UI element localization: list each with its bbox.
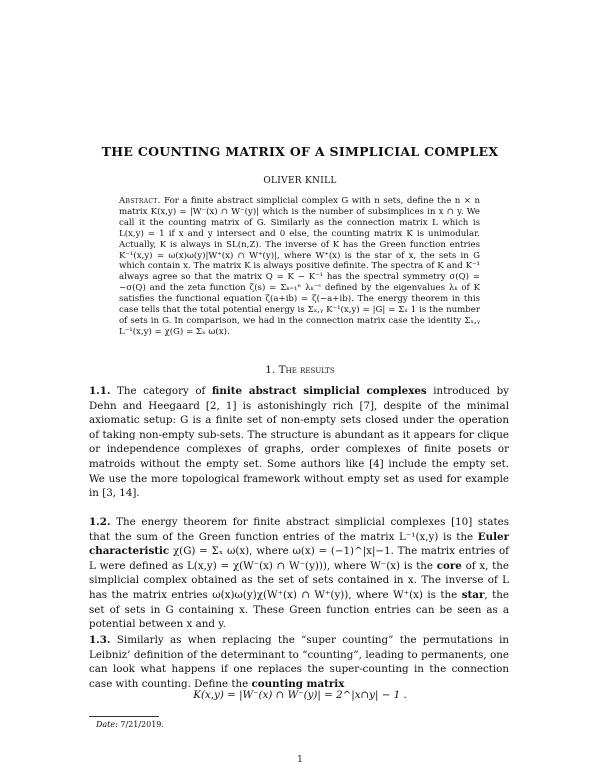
paper-title: THE COUNTING MATRIX OF A SIMPLICIAL COMPLEX: [101, 144, 499, 159]
page-number: 1: [297, 755, 303, 765]
section-number: 1.: [265, 364, 276, 376]
paragraph-1-2: [89, 515, 509, 632]
footnote-label: Date: [96, 720, 116, 729]
emphasis-term: Euler characteristic: [89, 530, 509, 558]
abstract: [119, 196, 480, 338]
paragraph-text: of x, the simplicial complex obtained as the set of sets contained in x. The inverse of L has the matrix entries ω(x)ω(y)χ(W⁺(x) ∩ W⁺(y)), where W⁺(x) is the: [89, 559, 509, 601]
emphasis-term: finite abstract simplicial complexes: [211, 385, 427, 397]
footnote-value: : 7/21/2019.: [115, 720, 164, 729]
display-formula: K(x,y) = |W⁻(x) ∩ W⁻(y)| = 2^|x∩y| − 1 .: [193, 689, 407, 701]
paragraph-text: The energy theorem for finite abstract simplicial complexes [10] states that the sum of the Green function entries of the matrix L⁻¹(x,y) is the: [89, 516, 509, 543]
emphasis-term: star: [461, 588, 485, 601]
paragraph-number: 1.3.: [89, 634, 111, 646]
section-title: The results: [278, 364, 335, 376]
emphasis-term: core: [436, 559, 462, 572]
abstract-text: For a finite abstract simplicial complex G with n sets, define the n × n matrix K(x,y) = |W⁻(x) ∩ W⁻(y)| which is the number of subsimplices in x ∩ y. We call it the counting matrix of G. Similarly as the connection matrix L which is L(x,y) = 1 if x and y intersect and 0 else, the counting matrix K is unimodular. Actually, K is always in SL(n,Z). The inverse of K has the Green function entries K⁻¹(x,y) = ω(x)ω(y)|W⁺(x) ∩ W⁺(y)|, where W⁺(x) is the star of x, the sets in G which contain x. The matrix K is always positive definite. The spectra of K and K⁻¹ always agree so that the matrix Q = K − K⁻¹ has the spectral symmetry σ(Q) = −σ(Q) and the zeta function ζ(s) = Σₖ₌₁ⁿ λₖ⁻ˢ defined by the eigenvalues λₖ of K satisfies the functional equation ζ(a+ib) = ζ(−a+ib). The energy theorem in this case tells that the total potential energy is Σₓ,ᵧ K⁻¹(x,y) = |G| = Σₓ 1 is the number of sets in G. In comparison, we had in the connection matrix case the identity Σₓ,ᵧ L⁻¹(x,y) = χ(G) = Σₓ ω(x).: [119, 196, 480, 337]
footnote-rule: [89, 716, 159, 717]
paragraph-text: Similarly as when replacing the “super counting” the permutations in Leibniz’ definition of the determinant to “counting”, leading to permanents, one can look what happens if one replaces the super-counting in the connection case with counting. Define the: [89, 634, 510, 690]
abstract-label: Abstract.: [119, 196, 161, 206]
paragraph-text: χ(G) = Σₓ ω(x), where ω(x) = (−1)^|x|−1. The matrix entries of L were defined as L(x,y) = χ(W⁻(x) ∩ W⁻(y))), where W⁻(x) is the: [89, 545, 509, 572]
paragraph-number: 1.2.: [89, 516, 111, 528]
paragraph-text: , the set of sets in G containing x. These Green function entries can be seen as a potential between x and y.: [89, 588, 509, 631]
paragraph-number: 1.1.: [89, 385, 111, 397]
paragraph-text: introduced by Dehn and Heegaard [2, 1] is astonishingly rich [7], despite of the minimal axiomatic setup: G is a finite set of non-empty sets closed under the operation of taking non-empty sub-sets. The structure is abundant as it appears for clique or independence complexes of graphs, order complexes of finite posets or matroids without the empty set. Some authors like [4] include the empty set. We use the more topological framework without empty set as used for example in [3, 14].: [89, 385, 510, 500]
section-heading: [0, 364, 600, 376]
paper-author: OLIVER KNILL: [263, 176, 337, 186]
emphasis-term: counting matrix: [251, 677, 345, 690]
paragraph-1-3: [89, 633, 509, 691]
paragraph-1-1: [89, 384, 509, 501]
footnote: [96, 720, 164, 729]
paragraph-text: The category of: [117, 385, 206, 397]
